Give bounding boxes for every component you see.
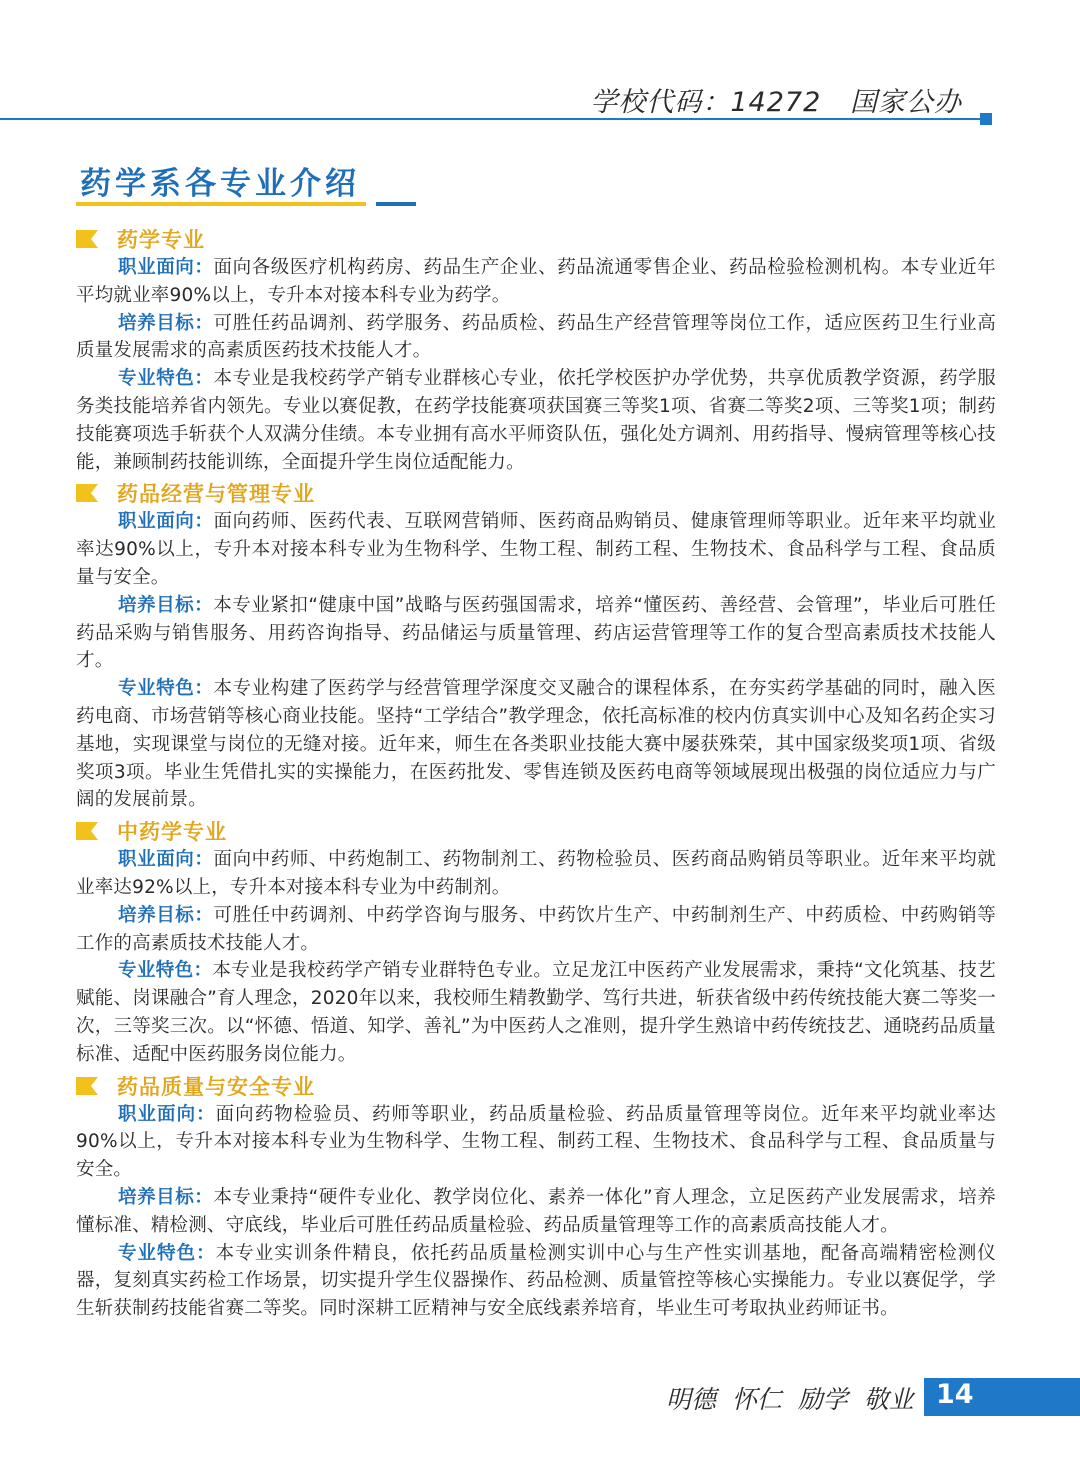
para-text: 可胜任中药调剂、中药学咨询与服务、中药饮片生产、中药制剂生产、中药质检、中药购销等工作的高素质技术技能人才。: [76, 904, 996, 954]
major-paragraph: [76, 902, 996, 958]
school-code-header: 学校代码：14272 国家公办: [590, 87, 962, 118]
major-paragraph: [76, 957, 996, 1068]
major-paragraph: [76, 846, 996, 902]
para-label: 培养目标：: [118, 312, 214, 334]
para-label: 职业面向：: [118, 849, 214, 871]
para-text: 本专业是我校药学产销专业群特色专业。立足龙江中医药产业发展需求，秉持“文化筑基、技艺赋能、岗课融合”育人理念，2020年以来，我校师生精教勤学、笃行共进，斩获省级中药传统技能大赛二等奖一次，三等奖三次。以“怀德、悟道、知学、善礼”为中医药人之准则，提升学生熟谙中药传统技艺、通晓药品质量标准、适配中医药服务岗位能力。: [76, 960, 996, 1065]
major-title: 药品经营与管理专业: [117, 482, 315, 507]
flag-icon: [76, 484, 98, 502]
school-motto: 明德 怀仁 励学 敬业: [666, 1385, 914, 1414]
majors-content: [76, 222, 996, 1323]
para-label: 培养目标：: [118, 594, 214, 616]
para-text: 本专业秉持“硬件专业化、教学岗位化、素养一体化”育人理念，立足医药产业发展需求，培养懂标准、精检测、守底线，毕业后可胜任药品质量检验、药品质量管理等工作的高素质高技能人才。: [76, 1186, 996, 1236]
major-paragraph: [76, 508, 996, 591]
flag-icon: [76, 1077, 98, 1095]
title-underline-yellow: [76, 202, 366, 206]
para-label: 专业特色：: [118, 678, 214, 700]
para-text: 面向各级医疗机构药房、药品生产企业、药品流通零售企业、药品检验检测机构。本专业近年平均就业率90%以上，专升本对接本科专业为药学。: [76, 257, 996, 306]
major-paragraph: [76, 310, 996, 366]
major-paragraph: [76, 254, 996, 310]
major-title: 药品质量与安全专业: [117, 1074, 315, 1099]
major-heading: [76, 224, 996, 254]
para-text: 本专业实训条件精良，依托药品质量检测实训中心与生产性实训基地，配备高端精密检测仪器，复刻真实药检工作场景，切实提升学生仪器操作、药品检测、质量管控等核心实操能力。专业以赛促学，学生斩获制药技能省赛二等奖。同时深耕工匠精神与安全底线素养培育，毕业生可考取执业药师证书。: [76, 1242, 996, 1320]
header-square-marker: [980, 113, 992, 125]
para-text: 面向药物检验员、药师等职业，药品质量检验、药品质量管理等岗位。近年来平均就业率达90%以上，专升本对接本科专业为生物科学、生物工程、制药工程、生物技术、食品科学与工程、食品质量与安全。: [76, 1103, 996, 1181]
major-heading: [76, 816, 996, 846]
flag-icon: [76, 230, 98, 248]
major-heading: [76, 1071, 996, 1101]
para-label: 培养目标：: [118, 904, 214, 926]
para-label: 职业面向：: [118, 257, 214, 278]
para-label: 专业特色：: [118, 1242, 216, 1264]
major-paragraph: [76, 1184, 996, 1240]
major-paragraph: [76, 592, 996, 675]
para-label: 职业面向：: [118, 1103, 216, 1125]
para-text: 本专业紧扣“健康中国”战略与医药强国需求，培养“懂医药、善经营、会管理”，毕业后可胜任药品采购与销售服务、用药咨询指导、药品储运与质量管理、药店运营管理等工作的复合型高素质技术技能人才。: [76, 594, 996, 672]
para-text: 本专业是我校药学产销专业群核心专业，依托学校医护办学优势，共享优质教学资源，药学服务类技能培养省内领先。专业以赛促教，在药学技能赛项获国赛三等奖1项、省赛二等奖2项、三等奖1项；制药技能赛项选手斩获个人双满分佳绩。本专业拥有高水平师资队伍，强化处方调剂、用药指导、慢病管理等核心技能，兼顾制药技能训练，全面提升学生岗位适配能力。: [76, 368, 996, 473]
para-label: 职业面向：: [118, 511, 214, 533]
para-label: 专业特色：: [118, 960, 213, 982]
para-text: 面向药师、医药代表、互联网营销师、医药商品购销员、健康管理师等职业。近年来平均就业率达90%以上，专升本对接本科专业为生物科学、生物工程、制药工程、生物技术、食品科学与工程、食品质量与安全。: [76, 511, 996, 588]
major-title: 中药学专业: [117, 820, 227, 845]
major-heading: [76, 478, 996, 508]
para-text: 本专业构建了医药学与经营管理学深度交叉融合的课程体系，在夯实药学基础的同时，融入医药电商、市场营销等核心商业技能。坚持“工学结合”教学理念，依托高标准的校内仿真实训中心及知名药企实习基地，实现课堂与岗位的无缝对接。近年来，师生在各类职业技能大赛中屡获殊荣，其中国家级奖项1项、省级奖项3项。毕业生凭借扎实的实操能力，在医药批发、零售连锁及医药电商等领域展现出极强的岗位适应力与广阔的发展前景。: [76, 678, 996, 811]
page-number: 14: [936, 1379, 974, 1410]
major-paragraph: [76, 1240, 996, 1323]
page-title: 药学系各专业介绍: [80, 166, 360, 202]
major-paragraph: [76, 365, 996, 476]
header-divider: [0, 118, 982, 120]
title-underline-blue: [376, 202, 416, 206]
para-label: 专业特色：: [118, 368, 214, 390]
major-paragraph: [76, 1101, 996, 1184]
para-text: 面向中药师、中药炮制工、药物制剂工、药物检验员、医药商品购销员等职业。近年来平均就业率达92%以上，专升本对接本科专业为中药制剂。: [76, 849, 996, 898]
para-label: 培养目标：: [118, 1186, 214, 1208]
flag-icon: [76, 822, 98, 840]
major-title: 药学专业: [117, 228, 205, 252]
para-text: 可胜任药品调剂、药学服务、药品质检、药品生产经营管理等岗位工作，适应医药卫生行业高质量发展需求的高素质医药技术技能人才。: [76, 312, 996, 362]
major-paragraph: [76, 675, 996, 814]
